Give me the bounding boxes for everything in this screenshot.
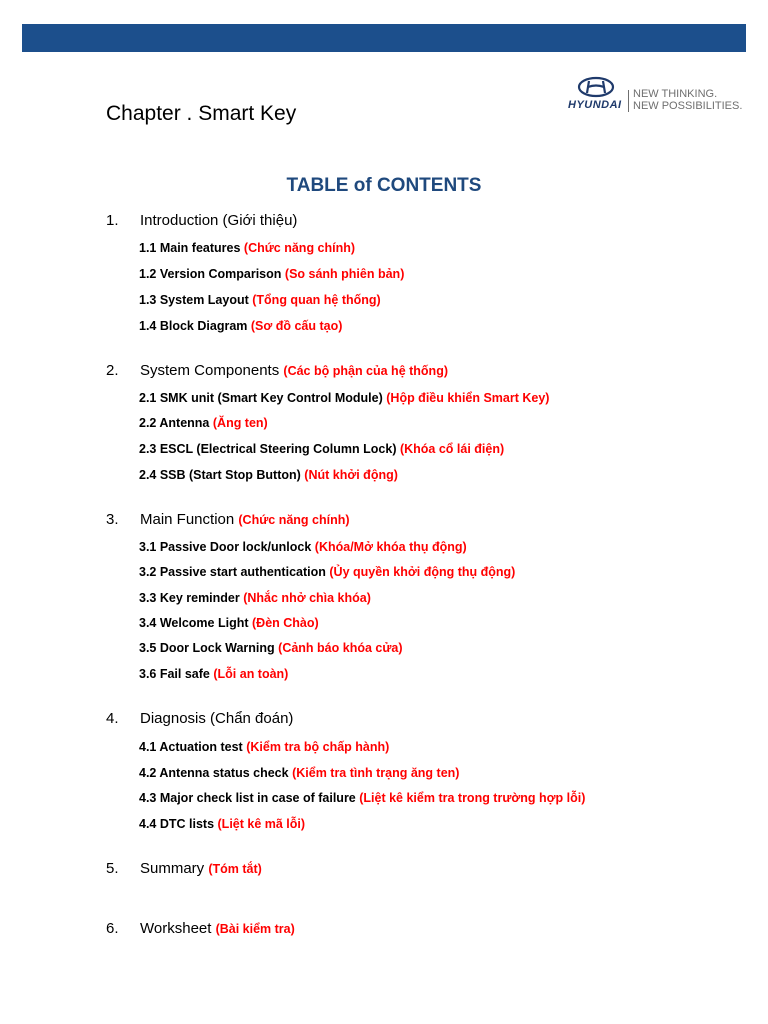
item-title: 2.3 ESCL (Electrical Steering Column Lock): [139, 442, 397, 456]
toc-item-3-2: [139, 565, 515, 579]
toc-item-3-4: [139, 616, 319, 630]
logo-divider: [628, 90, 629, 112]
hyundai-logo: [566, 76, 746, 116]
item-title: 3.5 Door Lock Warning: [139, 641, 275, 655]
item-title: 3.4 Welcome Light: [139, 616, 249, 630]
toc-item-3-1: [139, 540, 467, 554]
item-title: 4.3 Major check list in case of failure: [139, 791, 356, 805]
section-translation: (Bài kiểm tra): [215, 922, 295, 936]
item-title: 1.3 System Layout: [139, 293, 249, 307]
toc-item-3-5: [139, 641, 403, 655]
logo-brand: HYUNDAI: [568, 99, 622, 111]
logo-tagline: [633, 88, 742, 112]
item-title: 4.4 DTC lists: [139, 817, 215, 831]
toc-item-2-4: [139, 468, 398, 482]
toc-section-3: [106, 511, 350, 528]
toc-item-4-3: [139, 791, 585, 805]
section-translation: (Chức năng chính): [238, 513, 350, 527]
item-translation: (Khóa/Mở khóa thụ động): [314, 540, 467, 554]
toc-section-6: [106, 920, 295, 937]
section-title: Worksheet: [140, 920, 212, 937]
section-title: Introduction (Giới thiệu): [140, 212, 298, 229]
toc-section-2: [106, 362, 448, 379]
toc-item-4-1: [139, 740, 389, 754]
section-translation: (Các bộ phận của hệ thống): [283, 364, 448, 378]
toc-item-3-3: [139, 591, 371, 605]
toc-item-1-2: [139, 267, 404, 281]
item-translation: (Đèn Chào): [252, 616, 319, 630]
section-title: Summary: [140, 860, 205, 877]
toc-item-3-6: [139, 667, 288, 681]
item-translation: (Lỗi an toàn): [213, 667, 289, 681]
item-title: 3.1 Passive Door lock/unlock: [139, 540, 312, 554]
item-translation: (Nút khởi động): [304, 468, 398, 482]
item-title: 2.2 Antenna: [139, 416, 210, 430]
item-translation: (Cảnh báo khóa cửa): [278, 641, 403, 655]
item-title: 2.4 SSB (Start Stop Button): [139, 468, 301, 482]
item-translation: (Hộp điều khiển Smart Key): [386, 391, 550, 405]
section-number: 4.: [106, 710, 119, 727]
item-translation: (Kiểm tra bộ chấp hành): [246, 740, 390, 754]
toc-item-2-1: [139, 391, 549, 405]
section-number: 3.: [106, 511, 119, 528]
item-translation: (Liệt kê kiểm tra trong trường hợp lỗi): [359, 791, 586, 805]
item-translation: (Nhắc nhở chìa khóa): [243, 591, 371, 605]
logo-tagline-1: NEW THINKING.: [633, 88, 718, 100]
toc-section-4: [106, 710, 293, 727]
toc-item-1-4: [139, 319, 342, 333]
item-translation: (Liệt kê mã lỗi): [217, 817, 306, 831]
item-translation: (Chức năng chính): [243, 241, 356, 255]
toc-item-2-3: [139, 442, 504, 456]
toc-item-1-3: [139, 293, 381, 307]
item-title: 4.2 Antenna status check: [139, 766, 289, 780]
item-title: 1.4 Block Diagram: [139, 319, 248, 333]
item-translation: (Ăng ten): [212, 416, 268, 430]
section-title: Diagnosis (Chẩn đoán): [140, 710, 294, 727]
item-title: 1.2 Version Comparison: [139, 267, 282, 281]
logo-tagline-2: NEW POSSIBILITIES.: [633, 100, 743, 112]
item-translation: (Tổng quan hệ thống): [252, 293, 381, 307]
item-translation: (So sánh phiên bản): [284, 267, 405, 281]
chapter-title: Chapter . Smart Key: [106, 102, 297, 125]
section-number: 1.: [106, 212, 119, 229]
item-title: 3.6 Fail safe: [139, 667, 210, 681]
toc-item-4-2: [139, 766, 459, 780]
toc-item-4-4: [139, 817, 305, 831]
section-number: 6.: [106, 920, 119, 937]
section-translation: (Tóm tắt): [208, 862, 262, 876]
item-title: 2.1 SMK unit (Smart Key Control Module): [139, 391, 383, 405]
item-title: 3.3 Key reminder: [139, 591, 240, 605]
item-title: 1.1 Main features: [139, 241, 241, 255]
section-number: 5.: [106, 860, 119, 877]
toc-heading: TABLE of CONTENTS: [286, 175, 482, 196]
section-title: System Components: [140, 362, 280, 379]
item-translation: (Ủy quyền khởi động thụ động): [329, 565, 516, 579]
item-translation: (Sơ đồ cấu tạo): [250, 319, 343, 333]
section-number: 2.: [106, 362, 119, 379]
item-translation: (Kiểm tra tình trạng ăng ten): [292, 766, 460, 780]
item-title: 3.2 Passive start authentication: [139, 565, 326, 579]
toc-item-1-1: [139, 241, 355, 255]
item-translation: (Khóa cổ lái điện): [399, 442, 505, 456]
toc-section-5: [106, 860, 262, 877]
toc-section-1: [106, 212, 297, 229]
section-title: Main Function: [140, 511, 235, 528]
header-bar: [22, 24, 746, 52]
item-title: 4.1 Actuation test: [139, 740, 243, 754]
toc-item-2-2: [139, 416, 268, 430]
